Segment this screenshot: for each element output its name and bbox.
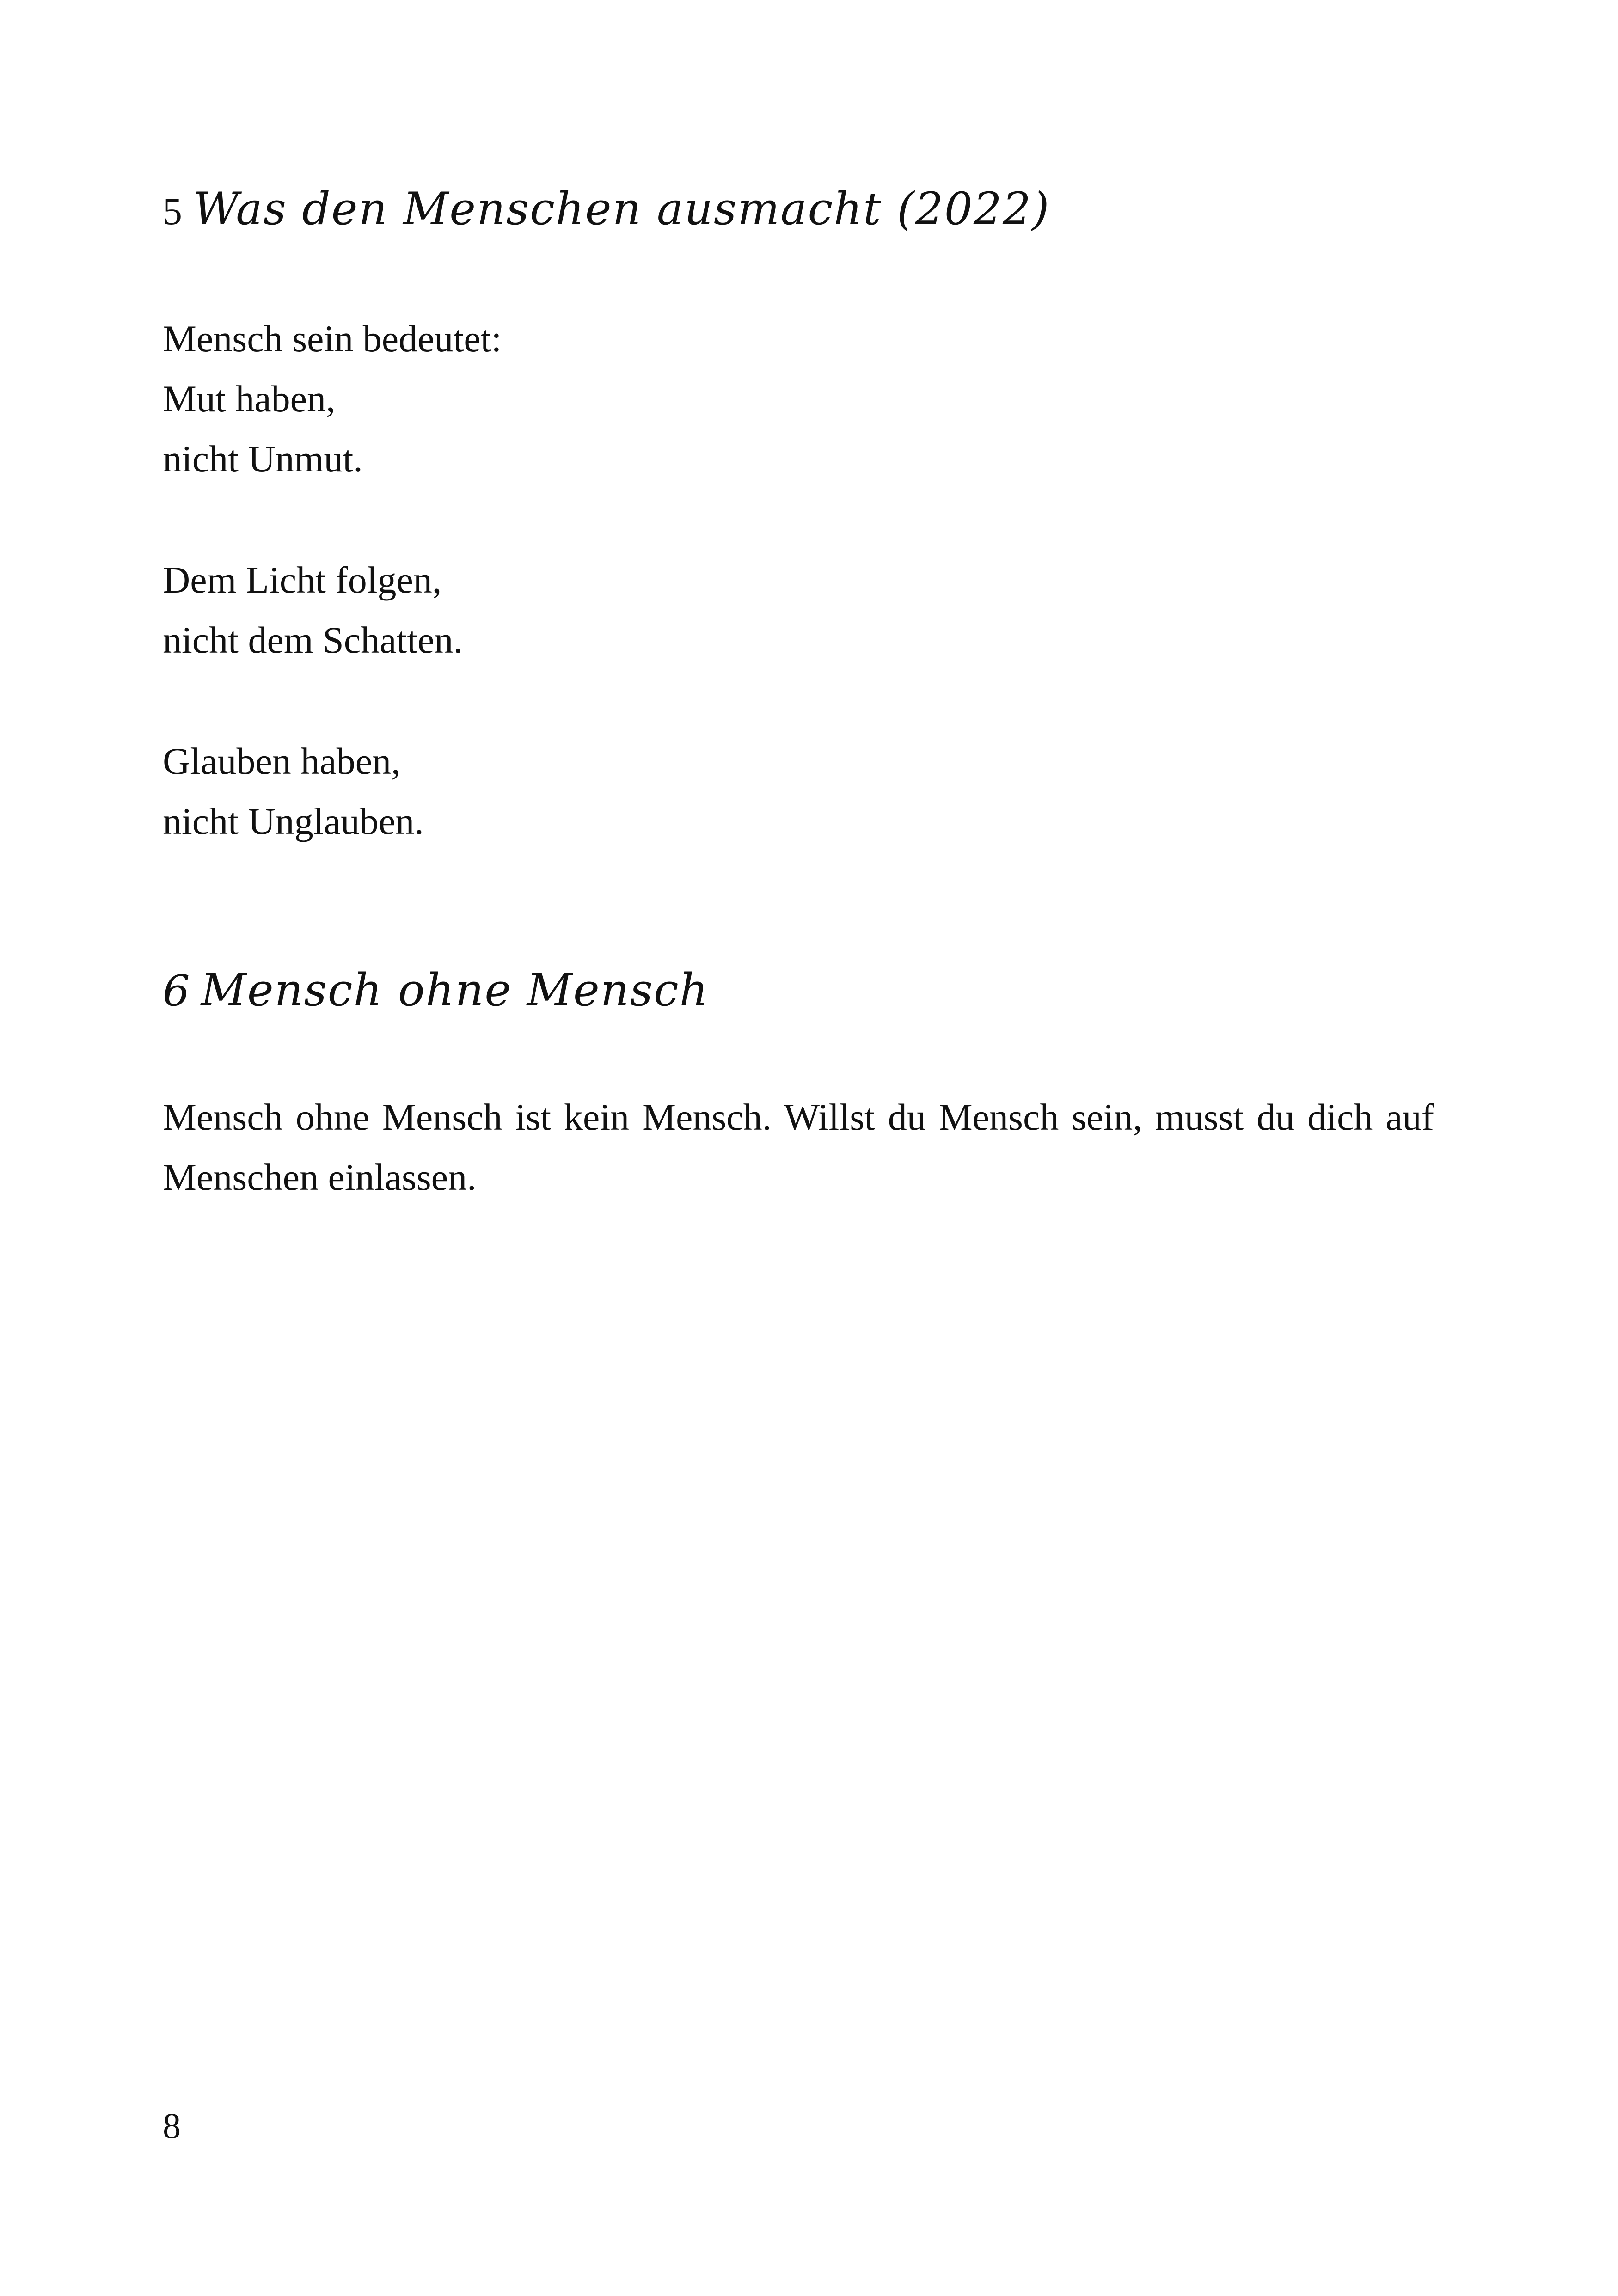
stanza-line: Mut haben, — [163, 378, 336, 420]
section-6-heading — [163, 964, 709, 1017]
stanza-line: nicht Unmut. — [163, 438, 363, 480]
stanza-line: Mensch sein bedeutet: — [163, 318, 502, 360]
section-6-number: 6 — [163, 966, 190, 1016]
section-5-number: 5 — [163, 190, 182, 233]
stanza-3 — [163, 731, 424, 851]
page-number: 8 — [163, 2106, 181, 2146]
stanza-line: nicht dem Schatten. — [163, 619, 463, 661]
stanza-line: Glauben haben, — [163, 740, 401, 782]
section-5-heading — [163, 183, 1050, 236]
stanza-2 — [163, 550, 463, 670]
section-6-title: Mensch ohne Mensch — [201, 964, 709, 1016]
stanza-line: Dem Licht folgen, — [163, 559, 442, 601]
section-6-paragraph: Mensch ohne Mensch ist kein Mensch. Willst du Mensch sein, musst du dich auf Menschen einlassen. — [163, 1096, 1434, 1198]
stanza-line: nicht Unglauben. — [163, 800, 424, 842]
section-5-title: Was den Menschen ausmacht (2022) — [193, 183, 1050, 235]
stanza-1 — [163, 309, 502, 489]
